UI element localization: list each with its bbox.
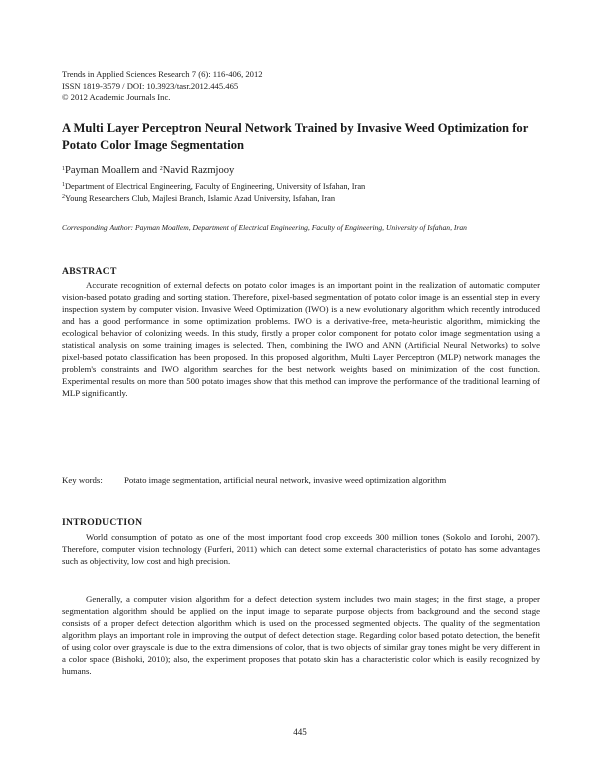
journal-copyright: © 2012 Academic Journals Inc. — [62, 92, 171, 102]
author1-name: Payman Moallem and — [65, 165, 160, 176]
abstract-text: Accurate recognition of external defects on potato color images is an important point in the realization of automatic computer vision-based potato grading and sorting station. Therefore, pixel-based segmentation of potato color image is an essential step in every inspection system by computer vision. Invasive Weed Optimization (IWO) is a new evolutionary algorithm which recently introduced and has a good performance in some optimization problems. IWO is a derivative-free, meta-heuristic algorithm, mimicking the ecological behavior of colonizing weeds. In this study, firstly a proper color component for potato color image segmentation using a statistical analysis on some training images is selected. Then, combining the IWO and ANN (Artificial Neural Networks) to solve pixel-based potato classification has been proposed. In this proposed algorithm, Multi Layer Perceptron (MLP) network manages the problem's constraints and IWO algorithm searches for the best network weights based on minimization of the cost function. Experimental results on more than 500 potato images show that this method can improve the performance of the traditional learning of MLP significantly. — [62, 280, 540, 399]
keywords-text: Potato image segmentation, artificial neural network, invasive weed optimization algorithm — [124, 475, 447, 485]
author2-name: Navid Razmjooy — [162, 165, 235, 176]
author2-affil-marker: 2 — [159, 166, 163, 172]
journal-citation: Trends in Applied Sciences Research 7 (6): 116-406, 2012 — [62, 69, 263, 79]
corresponding-author: Corresponding Author: Payman Moallem, Department of Electrical Engineering, Faculty of Engineering, University of Isfahan, Iran — [62, 223, 467, 232]
keywords-label: Key words: — [62, 475, 103, 485]
paper-title: A Multi Layer Perceptron Neural Network Trained by Invasive Weed Optimization for Potato Color Image Segmentation — [62, 121, 529, 152]
affiliation-1-text: Department of Electrical Engineering, Faculty of Engineering, University of Isfahan, Iran — [65, 182, 366, 191]
affiliation-2-text: Young Researchers Club, Majlesi Branch, Islamic Azad University, Isfahan, Iran — [65, 193, 336, 203]
introduction-heading: INTRODUCTION — [62, 517, 143, 528]
introduction-paragraph-2: Generally, a computer vision algorithm for a defect detection system includes two main stages; in the first stage, a proper segmentation algorithm should be applied on the input image to separate purpose objects from background and the second stage consists of a proper defect detection algorithm which is used on the processed segmented objects. The quality of the segmentation algorithm plays an important role in improving the output of defect detection stage. Regarding color based potato detection, the benefit of using color over grayscale is due to the extra dimensions of color, that is two objects of similar gray tones might be very different in a color space (Bishoki, 2010); also, the experiment proposes that potato skin has a characteristic color which is easily recognized by humans. — [62, 594, 540, 677]
affiliation-1-marker: 1 — [62, 182, 65, 188]
page-number: 445 — [293, 727, 307, 737]
author-list — [62, 164, 542, 177]
affiliations — [62, 181, 542, 204]
affiliation-1 — [62, 181, 542, 193]
journal-info — [62, 69, 542, 104]
introduction-paragraph-1: World consumption of potato as one of the most important food crop exceeds 300 million tones (Sokolo and Iorohi, 2007). Therefore, computer vision technology (Furferi, 2011) which can detect some external characteristics of potato has some advantages such as objectivity, low cost and high precision. — [62, 532, 540, 567]
affiliation-2-marker: 2 — [62, 193, 65, 200]
keywords — [62, 474, 540, 487]
journal-issn-doi: ISSN 1819-3579 / DOI: 10.3923/tasr.2012.445.465 — [62, 80, 239, 91]
abstract-heading: ABSTRACT — [62, 266, 117, 277]
affiliation-2 — [62, 193, 542, 205]
author1-affil-marker: 1 — [62, 166, 65, 172]
